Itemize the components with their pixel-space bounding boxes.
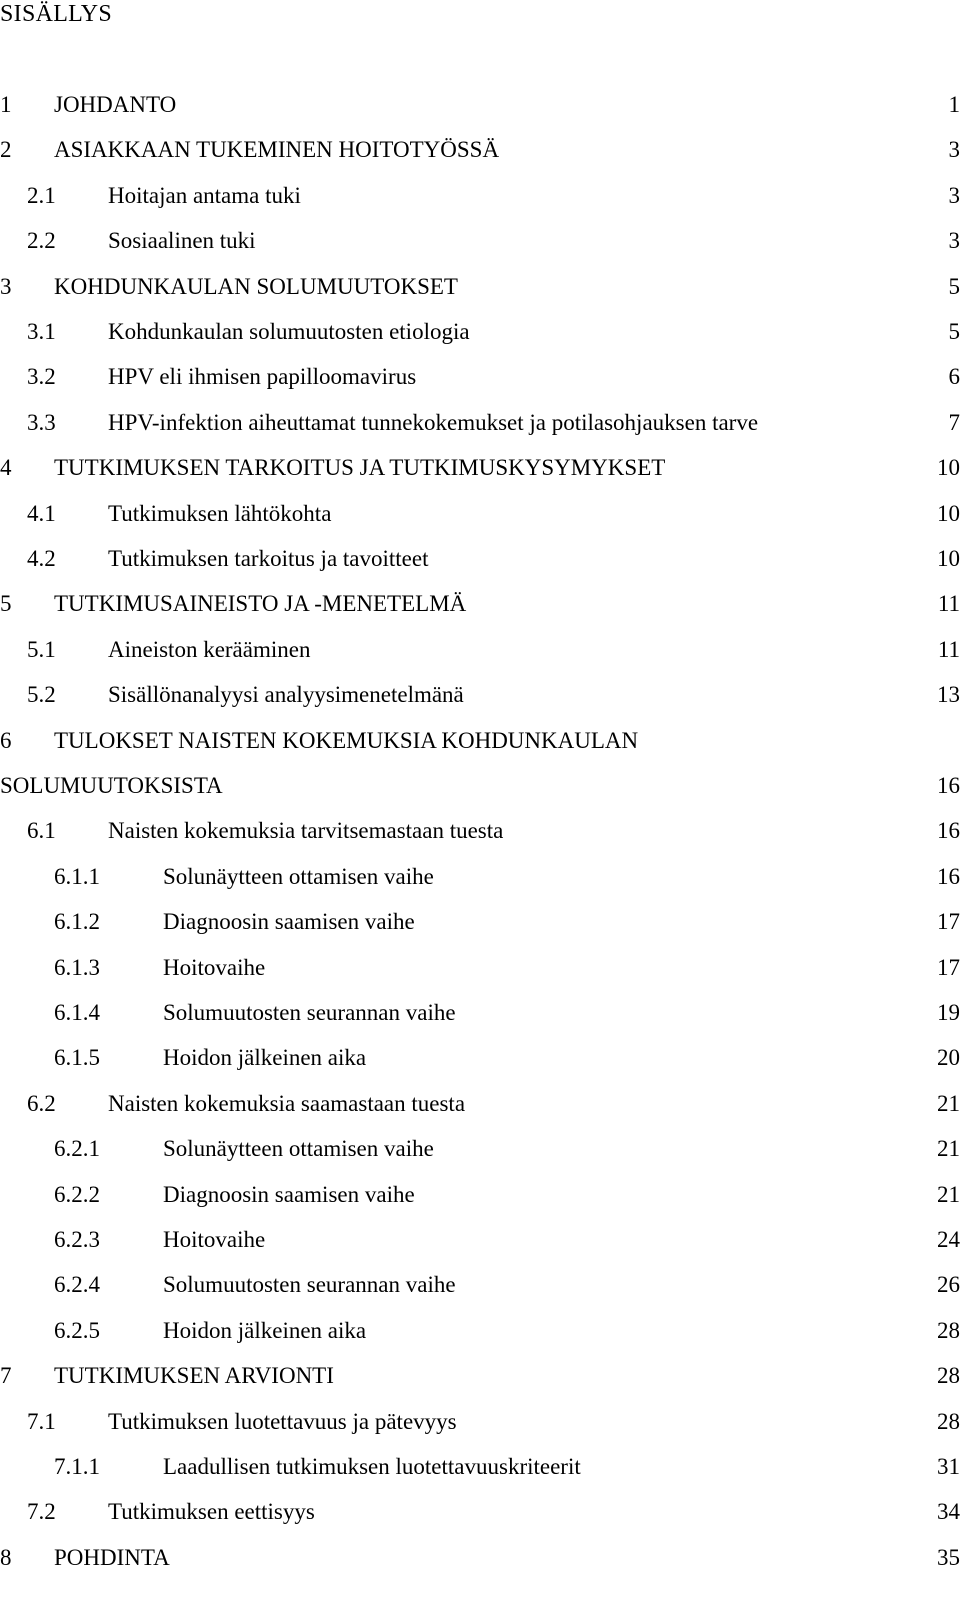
toc-entry-title: Solunäytteen ottamisen vaihe	[163, 1136, 434, 1161]
toc-entry-title: Hoidon jälkeinen aika	[163, 1318, 367, 1343]
toc-entry-page: 6	[948, 364, 960, 389]
toc-entry-page: 28	[937, 1318, 960, 1343]
toc-entry-page: 28	[937, 1363, 960, 1388]
toc-entry-page: 21	[937, 1136, 960, 1161]
toc-entry-page: 17	[937, 955, 960, 980]
toc-entry-title: Tutkimuksen luotettavuus ja pätevyys	[108, 1409, 457, 1434]
toc-entry	[0, 725, 960, 757]
toc-entry	[0, 588, 960, 620]
toc-entry-number: 6.2.1	[54, 1136, 100, 1161]
toc-entry	[0, 1542, 960, 1574]
toc-entry	[0, 906, 960, 938]
toc-entry-page: 3	[948, 183, 960, 208]
toc-entry	[0, 543, 960, 575]
toc-entry-page: 20	[937, 1045, 960, 1070]
toc-entry-page: 10	[937, 501, 960, 526]
toc-entry	[0, 1315, 960, 1347]
toc-entry-number: 6.1.3	[54, 955, 100, 980]
toc-entry	[0, 815, 960, 847]
toc-entry-page: 17	[937, 909, 960, 934]
toc-entry	[0, 271, 960, 303]
toc-entry-title: Sisällönanalyysi analyysimenetelmänä	[108, 682, 464, 707]
toc-entry-title: ASIAKKAAN TUKEMINEN HOITOTYÖSSÄ	[54, 137, 500, 162]
toc-entry-number: 7.2	[27, 1499, 56, 1524]
toc-entry-page: 7	[948, 410, 960, 435]
toc-entry-number: 6.2.3	[54, 1227, 100, 1252]
toc-entry-number: 3.1	[27, 319, 56, 344]
toc-entry-number: 4.2	[27, 546, 56, 571]
toc-entry	[0, 997, 960, 1029]
toc-entry-title: Solumuutosten seurannan vaihe	[163, 1272, 456, 1297]
toc-entry	[0, 498, 960, 530]
toc-entry-title: Kohdunkaulan solumuutosten etiologia	[108, 319, 470, 344]
toc-entry-number: 5	[0, 591, 12, 616]
toc-entry-title: SOLUMUUTOKSISTA	[0, 773, 223, 798]
toc-entry	[0, 1224, 960, 1256]
toc-entry-title: Hoitajan antama tuki	[108, 183, 301, 208]
toc-entry	[0, 180, 960, 212]
toc-entry	[0, 679, 960, 711]
toc-entry-title: Hoitovaihe	[163, 1227, 266, 1252]
toc-entry-page: 24	[937, 1227, 960, 1252]
toc-entry	[0, 1451, 960, 1483]
toc-entry-title: Diagnoosin saamisen vaihe	[163, 1182, 415, 1207]
toc-entry-page: 5	[948, 319, 960, 344]
toc-entry	[0, 89, 960, 121]
toc-entry-number: 4	[0, 455, 12, 480]
toc-entry	[0, 225, 960, 257]
toc-entry-page: 16	[937, 773, 960, 798]
toc-entry-title: Naisten kokemuksia saamastaan tuesta	[108, 1091, 466, 1116]
toc-entry-number: 6.2	[27, 1091, 56, 1116]
toc-entry-number: 6.1	[27, 818, 56, 843]
toc-entry	[0, 1133, 960, 1165]
toc-entry-page: 21	[937, 1091, 960, 1116]
toc-entry-title: Tutkimuksen eettisyys	[108, 1499, 315, 1524]
toc-entry-number: 4.1	[27, 501, 56, 526]
toc-entry-page: 11	[937, 637, 960, 662]
toc-entry-number: 8	[0, 1545, 12, 1570]
toc-entry-title: TULOKSET NAISTEN KOKEMUKSIA KOHDUNKAULAN	[54, 728, 639, 753]
toc-entry	[0, 316, 960, 348]
toc-entry-title: JOHDANTO	[54, 92, 177, 117]
toc-entry-number: 7.1.1	[54, 1454, 100, 1479]
toc-entry-number: 5.2	[27, 682, 56, 707]
toc-entry	[0, 452, 960, 484]
toc-entry	[0, 1406, 960, 1438]
toc-entry-number: 6.1.1	[54, 864, 100, 889]
toc-entry-page: 16	[937, 818, 960, 843]
toc-entry-number: 3	[0, 274, 12, 299]
toc-entry-title: Solunäytteen ottamisen vaihe	[163, 864, 434, 889]
toc-entry-page: 1	[948, 92, 960, 117]
toc-entry-page: 26	[937, 1272, 960, 1297]
toc-entry-title: KOHDUNKAULAN SOLUMUUTOKSET	[54, 274, 458, 299]
toc-entry-number: 1	[0, 92, 12, 117]
toc-entry-page: 16	[937, 864, 960, 889]
toc-entry-page: 10	[937, 546, 960, 571]
toc-entry-title: TUTKIMUSAINEISTO JA -MENETELMÄ	[54, 591, 467, 616]
toc-entry-title: TUTKIMUKSEN ARVIONTI	[54, 1363, 334, 1388]
toc-entry-number: 5.1	[27, 637, 56, 662]
toc-entry	[0, 1496, 960, 1528]
toc-entry-page: 3	[948, 228, 960, 253]
toc-entry-number: 3.2	[27, 364, 56, 389]
toc-entry-title: Hoidon jälkeinen aika	[163, 1045, 367, 1070]
toc-entry-title: Solumuutosten seurannan vaihe	[163, 1000, 456, 1025]
toc-entry-number: 6.1.5	[54, 1045, 100, 1070]
toc-entry-page: 13	[937, 682, 960, 707]
toc-entry-title: Hoitovaihe	[163, 955, 266, 980]
toc-entry-number: 2	[0, 137, 12, 162]
toc-entry	[0, 770, 960, 802]
toc-entry-title: Aineiston kerääminen	[108, 637, 311, 662]
toc-entry-page: 28	[937, 1409, 960, 1434]
toc-entry-title: Tutkimuksen lähtökohta	[108, 501, 332, 526]
toc-entry-page: 31	[937, 1454, 960, 1479]
toc-entry-title: Sosiaalinen tuki	[108, 228, 256, 253]
toc-entry-number: 7	[0, 1363, 12, 1388]
toc-entry	[0, 952, 960, 984]
toc-entry-page: 34	[937, 1499, 960, 1524]
toc-entry-page: 19	[937, 1000, 960, 1025]
toc-entry	[0, 361, 960, 393]
toc-entry-title: POHDINTA	[54, 1545, 170, 1570]
toc-entry-number: 2.1	[27, 183, 56, 208]
toc-entry	[0, 1088, 960, 1120]
toc-entry-title: Diagnoosin saamisen vaihe	[163, 909, 415, 934]
toc-heading: SISÄLLYS	[0, 1, 113, 27]
toc-entry-title: HPV eli ihmisen papilloomavirus	[108, 364, 417, 389]
toc-entry	[0, 634, 960, 666]
toc-entry-page: 5	[948, 274, 960, 299]
toc-entry	[0, 1042, 960, 1074]
toc-entry-number: 6.2.2	[54, 1182, 100, 1207]
toc-entry-title: HPV-infektion aiheuttamat tunnekokemukset ja potilasohjauksen tarve	[108, 410, 759, 435]
toc-entry	[0, 1360, 960, 1392]
toc-entry-title: Laadullisen tutkimuksen luotettavuuskriteerit	[163, 1454, 581, 1479]
toc-entry-number: 6.2.4	[54, 1272, 100, 1297]
toc-entry-number: 6.2.5	[54, 1318, 100, 1343]
toc-entry	[0, 134, 960, 166]
toc-entry-title: TUTKIMUKSEN TARKOITUS JA TUTKIMUSKYSYMYKSET	[54, 455, 666, 480]
toc-entry-title: Naisten kokemuksia tarvitsemastaan tuesta	[108, 818, 504, 843]
toc-entry-page: 35	[937, 1545, 960, 1570]
toc-entry-page: 10	[937, 455, 960, 480]
toc-entry	[0, 1179, 960, 1211]
toc-entry-number: 6	[0, 728, 12, 753]
toc-entry-title: Tutkimuksen tarkoitus ja tavoitteet	[108, 546, 429, 571]
toc-entry	[0, 861, 960, 893]
toc-entry-number: 7.1	[27, 1409, 56, 1434]
toc-entry	[0, 1269, 960, 1301]
toc-entry	[0, 407, 960, 439]
toc-entry-number: 2.2	[27, 228, 56, 253]
toc-entry-page: 21	[937, 1182, 960, 1207]
toc-entry-number: 3.3	[27, 410, 56, 435]
toc-entry-page: 11	[937, 591, 960, 616]
toc-entry-page: 3	[948, 137, 960, 162]
toc-entry-number: 6.1.4	[54, 1000, 100, 1025]
toc-entry-number: 6.1.2	[54, 909, 100, 934]
